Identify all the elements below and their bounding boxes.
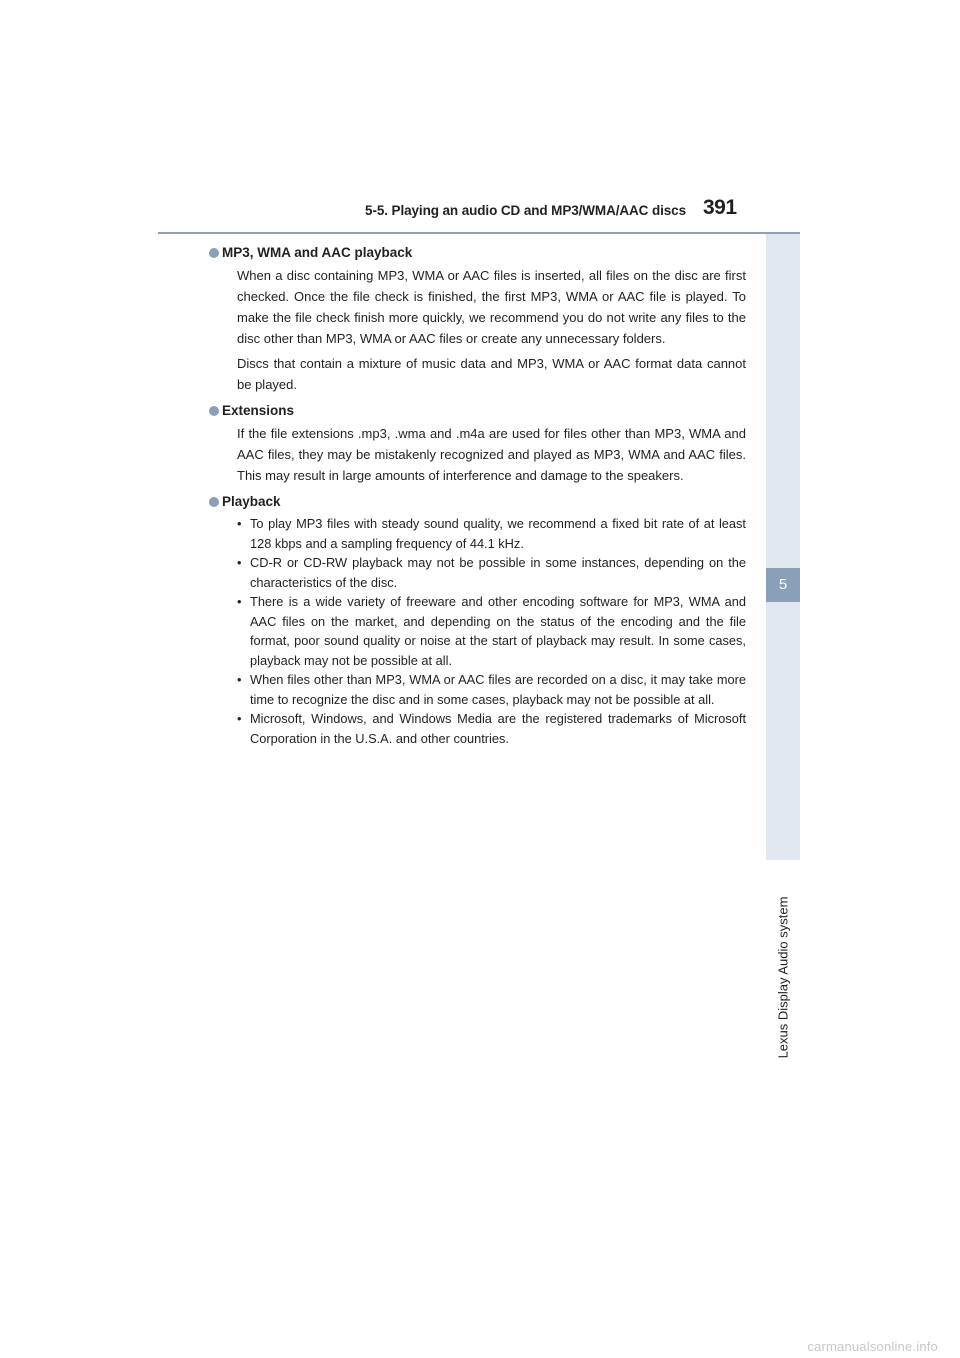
paragraph: When a disc containing MP3, WMA or AAC files is inserted, all files on the disc are first checked. Once the file check is finished, the first MP3, WMA or AAC file is played. To make the file check finish more quickly, we recommend you do not write any files to the disc other than MP3, WMA or AAC files or create any unnecessary folders. [237, 268, 746, 346]
list-item-text: CD-R or CD-RW playback may not be possible in some instances, depending on the characteristics of the disc. [250, 555, 746, 590]
chapter-title: Lexus Display Audio system [775, 896, 791, 1058]
list-item [237, 709, 746, 748]
circle-bullet-icon [209, 406, 219, 416]
list-item-text: There is a wide variety of freeware and other encoding software for MP3, WMA and AAC files on the market, and depending on the status of the encoding and the file format, poor sound quality or noise at the start of playback may result. In some cases, playback may not be possible at all. [250, 594, 746, 668]
list-item [237, 553, 746, 592]
main-content [222, 243, 746, 754]
page-number: 391 [703, 196, 737, 219]
bullet-icon: • [237, 672, 242, 687]
chapter-number: 5 [766, 568, 800, 602]
section-playback [222, 492, 746, 748]
section-heading [222, 401, 746, 421]
paragraph: If the file extensions .mp3, .wma and .m4a are used for files other than MP3, WMA and AAC files, they may be mistakenly recognized and played as MP3, WMA and AAC files. This may result in large amounts of interference and damage to the speakers. [237, 426, 746, 483]
bullet-icon: • [237, 555, 242, 570]
section-extensions [222, 401, 746, 486]
paragraph: Discs that contain a mixture of music data and MP3, WMA or AAC format data cannot be played. [237, 356, 746, 392]
list-item-text: When files other than MP3, WMA or AAC files are recorded on a disc, it may take more time to recognize the disc and in some cases, playback may not be possible at all. [250, 672, 746, 707]
section-heading-text: Extensions [222, 403, 295, 418]
section-title: 5-5. Playing an audio CD and MP3/WMA/AAC discs [365, 203, 686, 218]
list-item [237, 670, 746, 709]
watermark: carmanualsonline.info [807, 1339, 938, 1354]
bullet-icon: • [237, 516, 242, 531]
circle-bullet-icon [209, 248, 219, 258]
list-item-text: To play MP3 files with steady sound quality, we recommend a fixed bit rate of at least 128 kbps and a sampling frequency of 44.1 kHz. [250, 516, 746, 551]
playback-notes-list [237, 514, 746, 748]
side-tab-upper-band [766, 234, 800, 568]
chapter-title-wrapper [769, 864, 797, 1090]
header-rule [158, 232, 800, 234]
side-tab-lower-band [766, 602, 800, 860]
section-heading [222, 243, 746, 263]
bullet-icon: • [237, 594, 242, 609]
section-heading [222, 492, 746, 512]
section-heading-text: MP3, WMA and AAC playback [222, 245, 413, 260]
chapter-side-tab [766, 234, 800, 1058]
circle-bullet-icon [209, 497, 219, 507]
bullet-icon: • [237, 711, 242, 726]
list-item [237, 514, 746, 553]
list-item-text: Microsoft, Windows, and Windows Media are the registered trademarks of Microsoft Corporation in the U.S.A. and other countries. [250, 711, 746, 746]
section-mp3-wma-aac-playback [222, 243, 746, 395]
list-item [237, 592, 746, 670]
section-heading-text: Playback [222, 494, 281, 509]
